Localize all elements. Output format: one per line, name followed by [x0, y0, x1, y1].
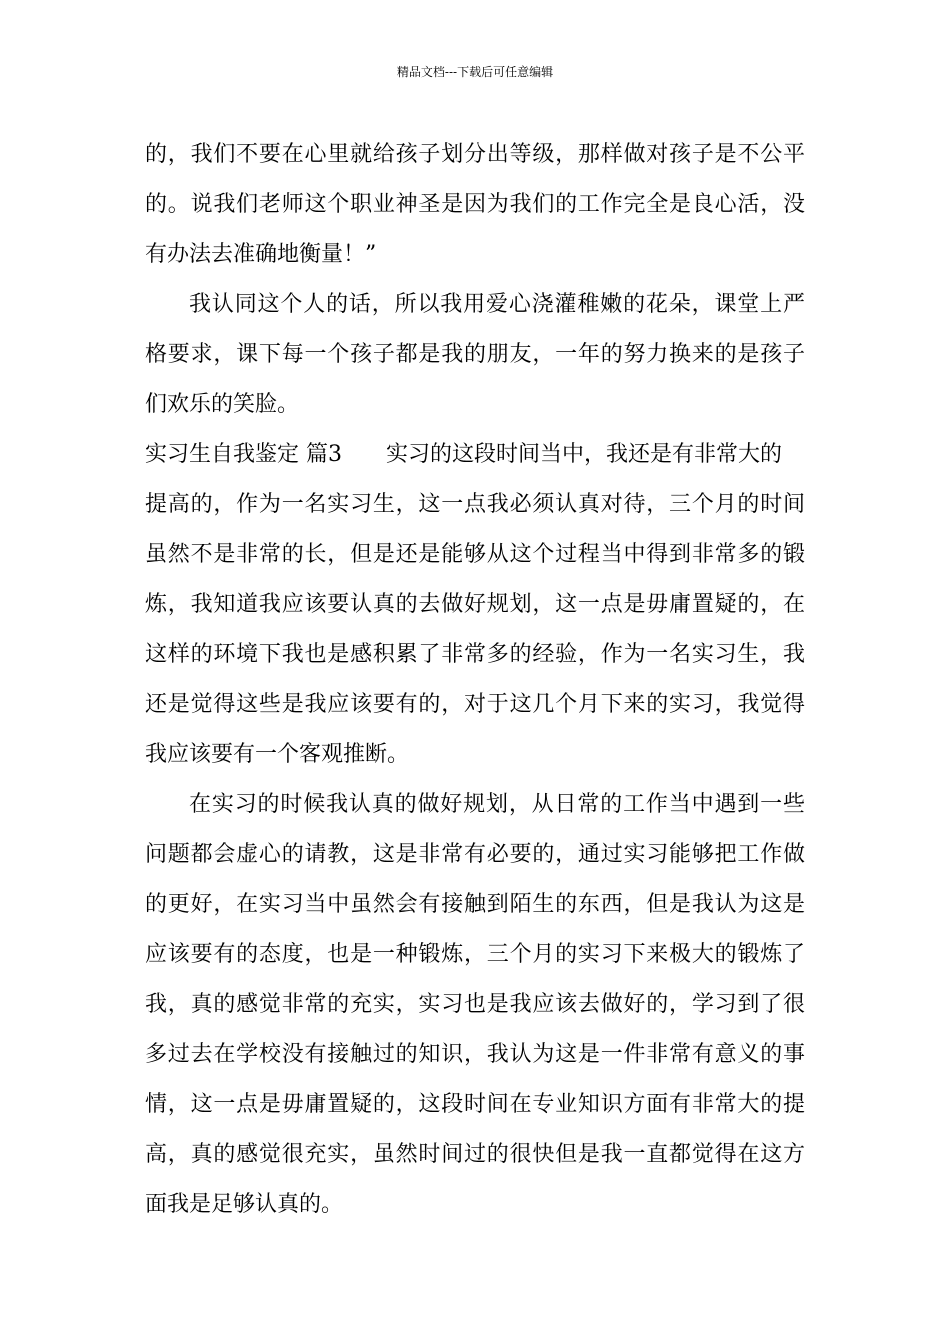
section-heading-line: [145, 430, 805, 480]
text-line: 格要求，课下每一个孩子都是我的朋友，一年的努力换来的是孩子: [145, 342, 805, 367]
text-line: 的，我们不要在心里就给孩子划分出等级，那样做对孩子是不公平: [145, 142, 805, 167]
text-line: 我应该要有一个客观推断。: [145, 742, 410, 767]
text-line: 我认同这个人的话，所以我用爱心浇灌稚嫩的花朵，课堂上严: [189, 292, 805, 317]
paragraph-1: [145, 130, 805, 280]
paragraph-4: [145, 780, 805, 1230]
text-line: 的更好，在实习当中虽然会有接触到陌生的东西，但是我认为这是: [145, 892, 805, 917]
text-line: 实习的这段时间当中，我还是有非常大的: [386, 442, 783, 467]
page-header: 精品文档---下载后可任意编辑: [396, 65, 554, 79]
text-line: 情，这一点是毋庸置疑的，这段时间在专业知识方面有非常大的提: [145, 1092, 805, 1117]
text-line: 这样的环境下我也是感积累了非常多的经验，作为一名实习生，我: [145, 642, 805, 667]
text-line: 虽然不是非常的长，但是还是能够从这个过程当中得到非常多的锻: [145, 542, 805, 567]
paragraph-3: [145, 430, 805, 780]
text-line: 炼，我知道我应该要认真的去做好规划，这一点是毋庸置疑的，在: [145, 592, 805, 617]
document-body: [145, 130, 805, 1230]
text-line: 的。说我们老师这个职业神圣是因为我们的工作完全是良心活，没: [145, 192, 805, 217]
text-line: 有办法去准确地衡量！”: [145, 242, 377, 267]
text-line: 问题都会虚心的请教，这是非常有必要的，通过实习能够把工作做: [145, 842, 805, 867]
text-line: 高，真的感觉很充实，虽然时间过的很快但是我一直都觉得在这方: [145, 1142, 805, 1167]
text-line: 多过去在学校没有接触过的知识，我认为这是一件非常有意义的事: [145, 1042, 805, 1067]
section-heading: 实习生自我鉴定 篇3: [145, 442, 342, 467]
text-line: 还是觉得这些是我应该要有的，对于这几个月下来的实习，我觉得: [145, 692, 805, 717]
text-line: 我，真的感觉非常的充实，实习也是我应该去做好的，学习到了很: [145, 992, 805, 1017]
text-line: 面我是足够认真的。: [145, 1192, 344, 1217]
paragraph-2: [145, 280, 805, 430]
text-line: 在实习的时候我认真的做好规划，从日常的工作当中遇到一些: [189, 792, 805, 817]
text-line: 们欢乐的笑脸。: [145, 392, 300, 417]
text-line: 应该要有的态度，也是一种锻炼，三个月的实习下来极大的锻炼了: [145, 942, 805, 967]
text-line: 提高的，作为一名实习生，这一点我必须认真对待，三个月的时间: [145, 492, 805, 517]
